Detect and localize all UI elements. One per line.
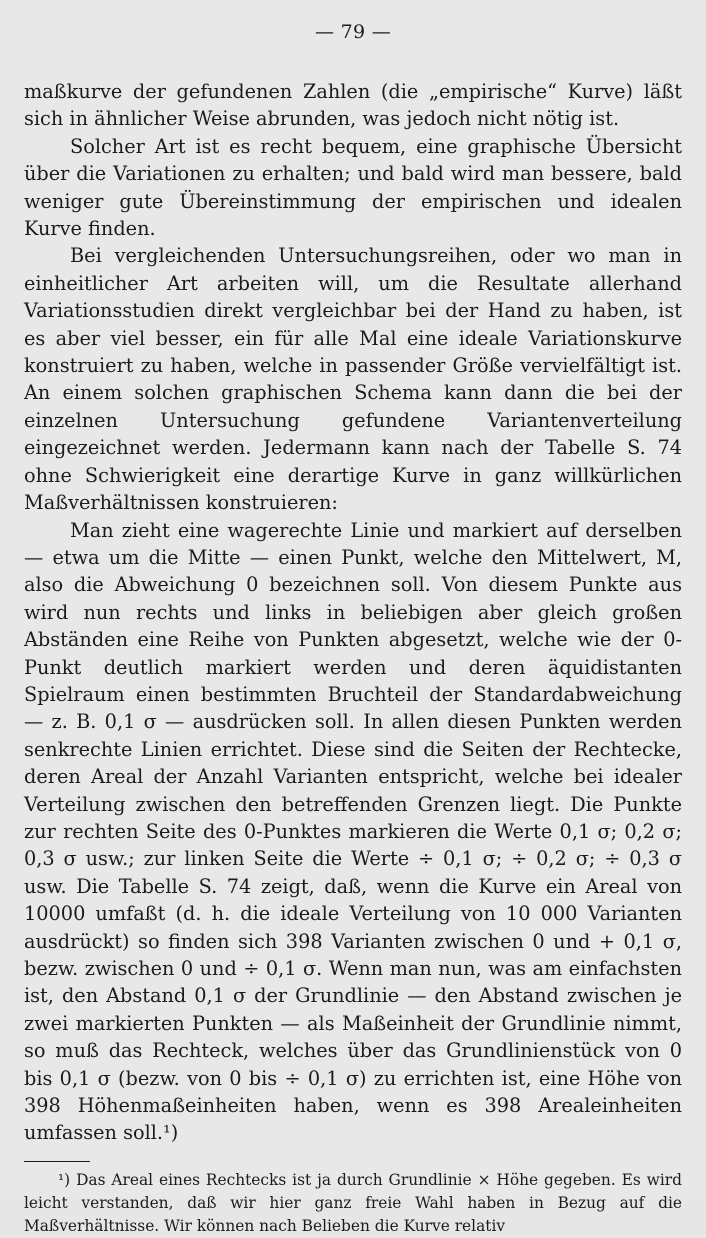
paragraph-comparison: Bei vergleichenden Untersuchungsreihen, oder wo man in einheitlicher Art arbeiten will, um die Resultate allerhand Variationsstudien direkt vergleichbar bei der Hand zu haben, ist es aber viel besser, ein für alle Mal eine ideale Variationskurve konstruiert zu haben, welche in passender Größe vervielfältigt ist. An einem solchen graphischen Schema kann dann die bei der einzelnen Untersuchung gefundene Variantenverteilung eingezeichnet werden. Jedermann kann nach der Tabelle S. 74 ohne Schwierigkeit eine derartige Kurve in ganz willkürlichen Maßverhältnissen konstruieren: bbox=[24, 244, 682, 515]
footnote: ¹) Das Areal eines Rechtecks ist ja durch Grundlinie × Höhe gegeben. Es wird leicht verstanden, daß wir hier ganz freie Wahl haben in Bezug auf die Maßverhältnisse. Wir können nach Belieben die Kurve relativ bbox=[24, 1170, 682, 1235]
footnote-divider bbox=[24, 1161, 90, 1162]
paragraph-construction: Man zieht eine wagerechte Linie und markiert auf derselben — etwa um die Mitte — einen Punkt, welche den Mittelwert, M, also die Abweichung 0 bezeichnen soll. Von diesem Punkte aus wird nun rechts und links in beliebigen aber gleich großen Abständen eine Reihe von Punkten abgesetzt, welche wie der 0-Punkt deutlich markiert werden und deren äquidistanten Spielraum einen bestimmten Bruchteil der Standardabweichung — z. B. 0,1 σ — ausdrücken soll. In allen diesen Punkten werden senkrechte Linien errichtet. Diese sind die Seiten der Rechtecke, deren Areal der Anzahl Varianten entspricht, welche bei idealer Verteilung zwischen den betreffenden Grenzen liegt. Die Punkte zur rechten Seite des 0-Punktes markieren die Werte 0,1 σ; 0,2 σ; 0,3 σ usw.; zur linken Seite die Werte ÷ 0,1 σ; ÷ 0,2 σ; ÷ 0,3 σ usw. Die Tabelle S. 74 zeigt, daß, wenn die Kurve ein Areal von 10000 umfaßt (d. h. die ideale Verteilung von 10 000 Varianten ausdrückt) so finden sich 398 Varianten zwischen 0 und + 0,1 σ, bezw. zwischen 0 und ÷ 0,1 σ. Wenn man nun, was am einfachsten ist, den Abstand 0,1 σ der Grundlinie — den Abstand zwischen je zwei markierten Punkten — als Maßeinheit der Grundlinie nimmt, so muß das Rechteck, welches über das Grundlinienstück von 0 bis 0,1 σ (bezw. von 0 bis ÷ 0,1 σ) zu errichten ist, eine Höhe von 398 Höhenmaßeinheiten haben, wenn es 398 Arealeinheiten umfassen soll.¹) bbox=[24, 518, 682, 1145]
page-number: — 79 — bbox=[314, 21, 392, 43]
main-text bbox=[24, 78, 682, 1147]
paragraph-overview: Solcher Art ist es recht bequem, eine graphische Übersicht über die Variationen zu erhalten; und bald wird man bessere, bald weniger gute Übereinstimmung der empirischen und idealen Kurve finden. bbox=[24, 134, 682, 241]
paragraph-continuation: maßkurve der gefundenen Zahlen (die „empirische“ Kurve) läßt sich in ähnlicher Weise abrunden, was jedoch nicht nötig ist. bbox=[24, 80, 682, 131]
